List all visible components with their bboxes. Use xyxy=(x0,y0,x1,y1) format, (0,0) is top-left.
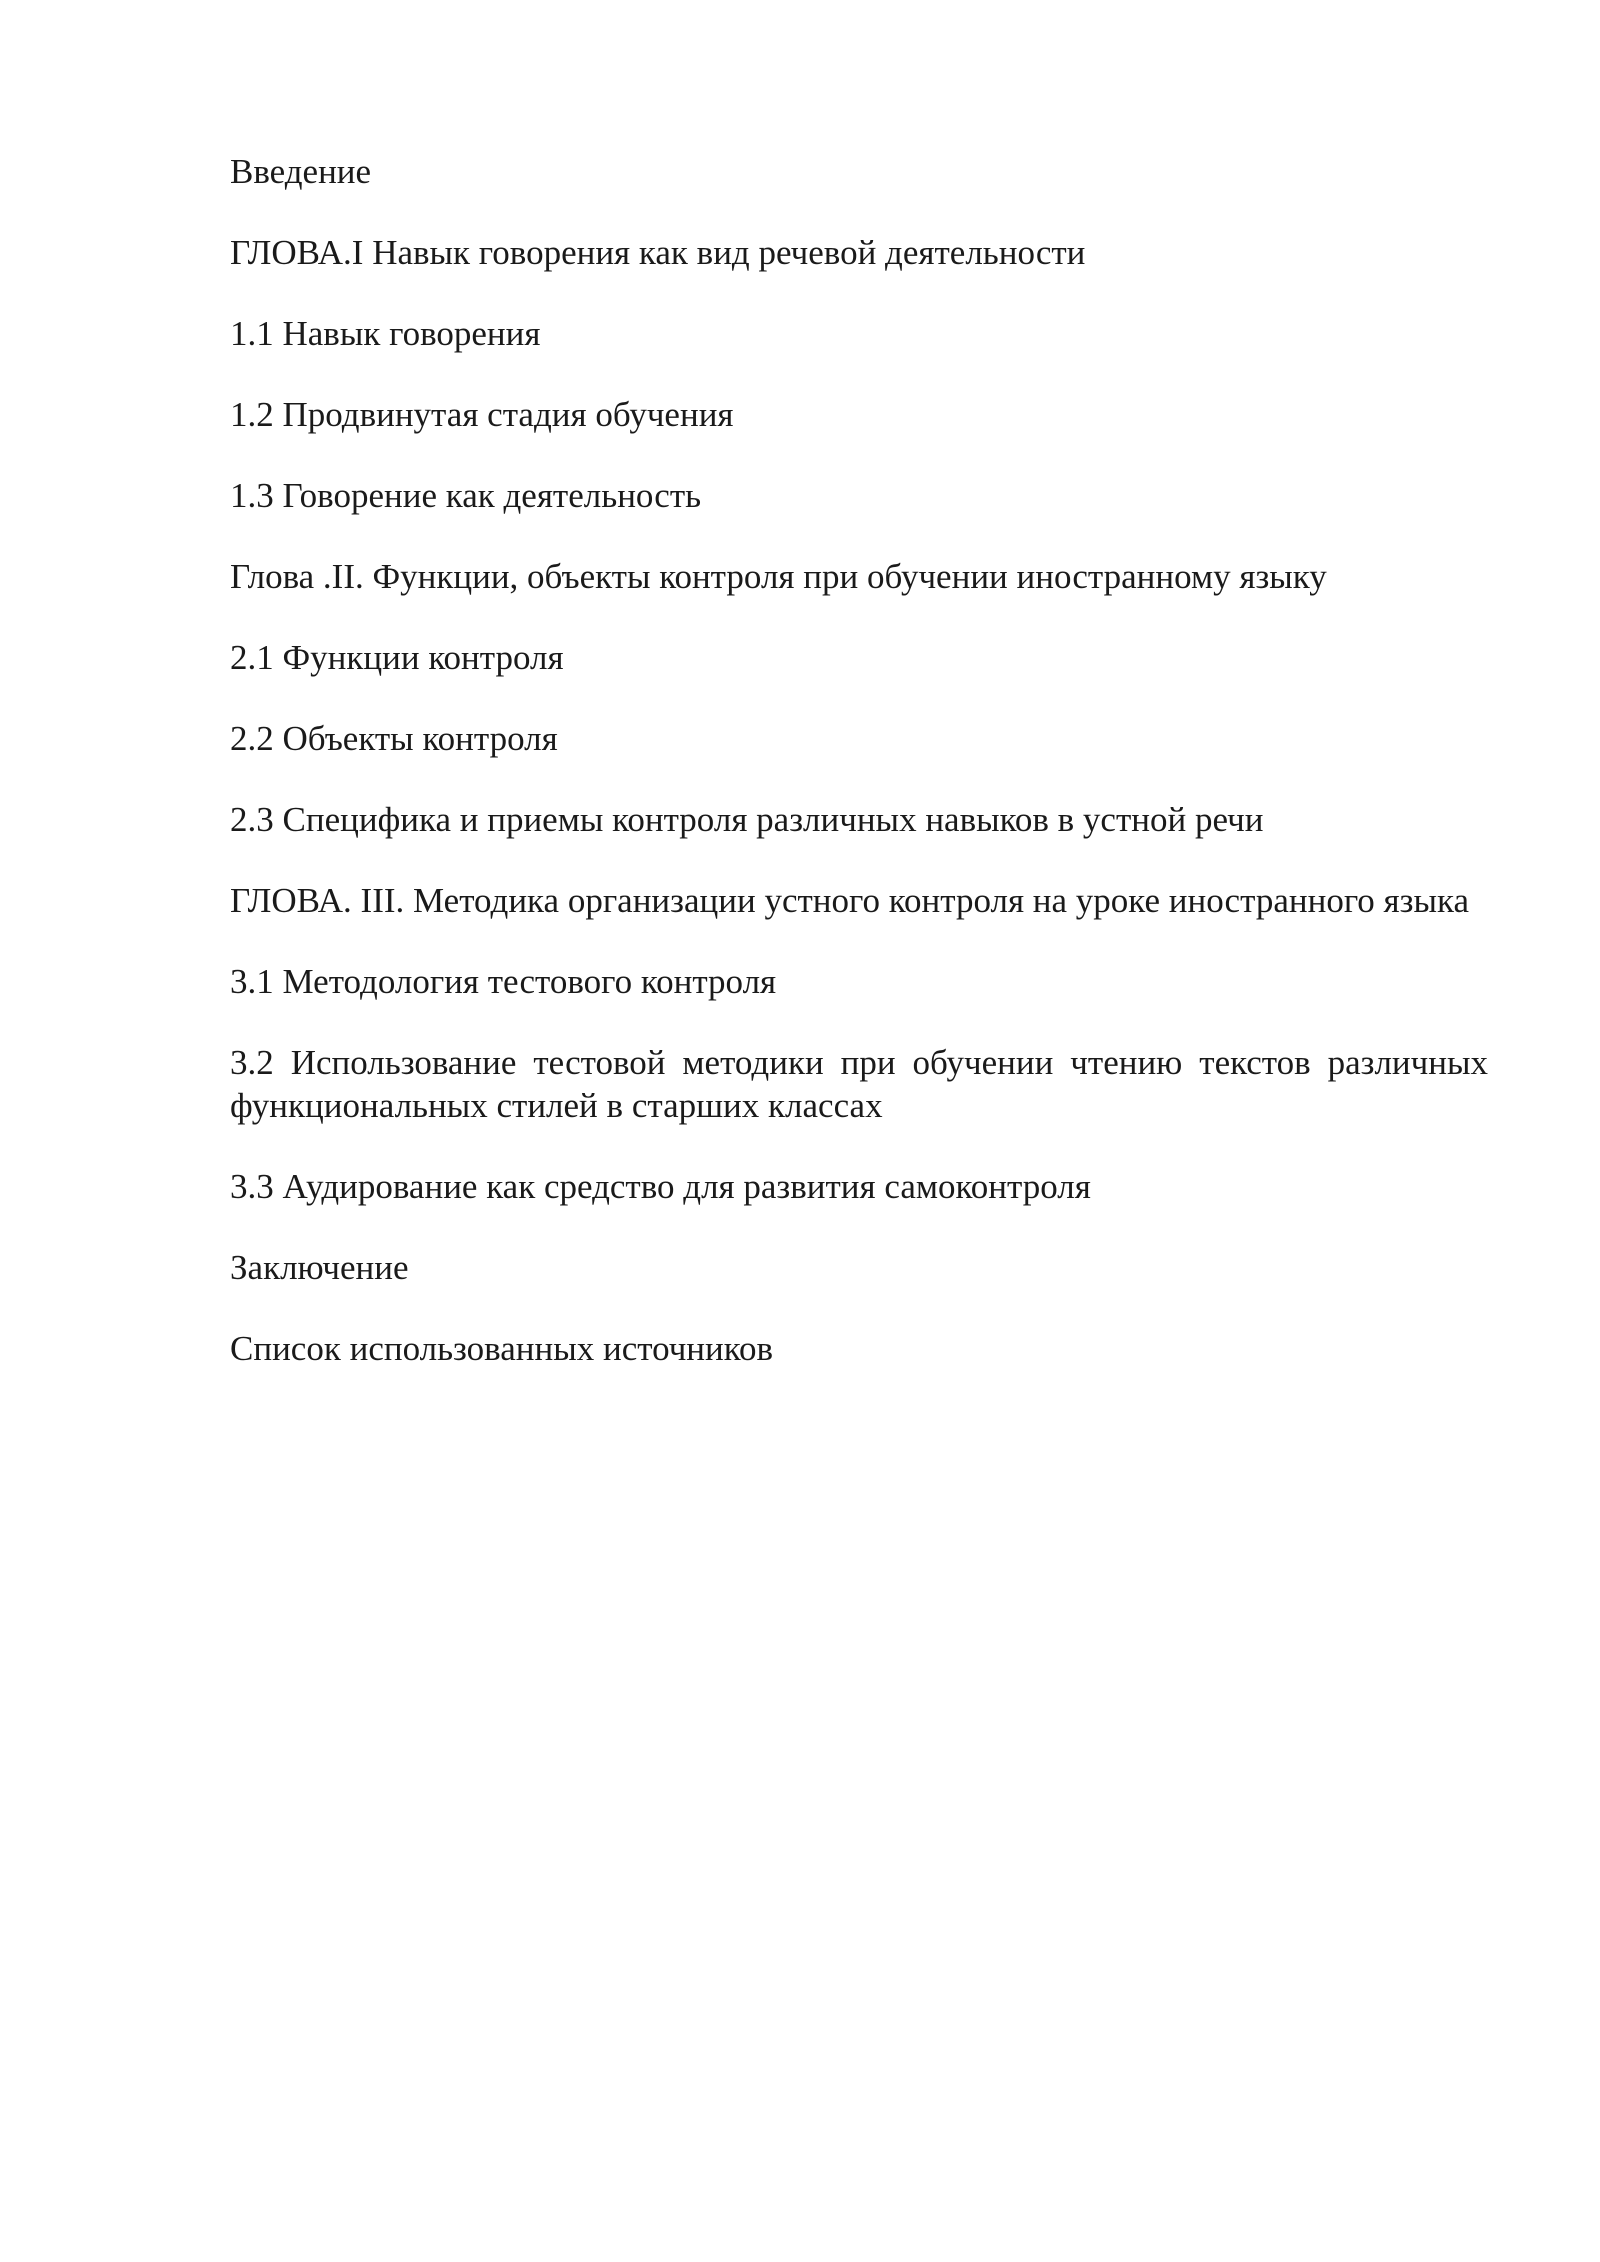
toc-entry-3-1: 3.1 Методология тестового контроля xyxy=(230,962,777,1001)
toc-entry-chapter-1: ГЛОВА.I Навык говорения как вид речевой деятельности xyxy=(230,233,1086,272)
toc-entry-conclusion: Заключение xyxy=(230,1248,409,1287)
toc-entry-1-3: 1.3 Говорение как деятельность xyxy=(230,476,702,515)
toc-entry-2-2: 2.2 Объекты контроля xyxy=(230,719,558,758)
toc-entry-chapter-2: Глова .II. Функции, объекты контроля при обучении иностранному языку xyxy=(230,557,1327,596)
toc-entry-references: Список использованных источников xyxy=(230,1329,774,1368)
toc-entry-chapter-3: ГЛОВА. III. Методика организации устного контроля на уроке иностранного языка xyxy=(230,881,1469,920)
toc-entry-1-2: 1.2 Продвинутая стадия обучения xyxy=(230,395,734,434)
toc-entry-3-3: 3.3 Аудирование как средство для развития самоконтроля xyxy=(230,1167,1091,1206)
toc-entry-2-1: 2.1 Функции контроля xyxy=(230,638,564,677)
document-page xyxy=(230,150,1488,1408)
toc-entry-3-2: 3.2 Использование тестовой методики при обучении чтению текстов различных функциональных стилей в старших классах xyxy=(230,1043,1488,1125)
toc-entry-2-3: 2.3 Специфика и приемы контроля различных навыков в устной речи xyxy=(230,800,1264,839)
toc-entry-introduction: Введение xyxy=(230,152,372,191)
toc-entry-1-1: 1.1 Навык говорения xyxy=(230,314,541,353)
